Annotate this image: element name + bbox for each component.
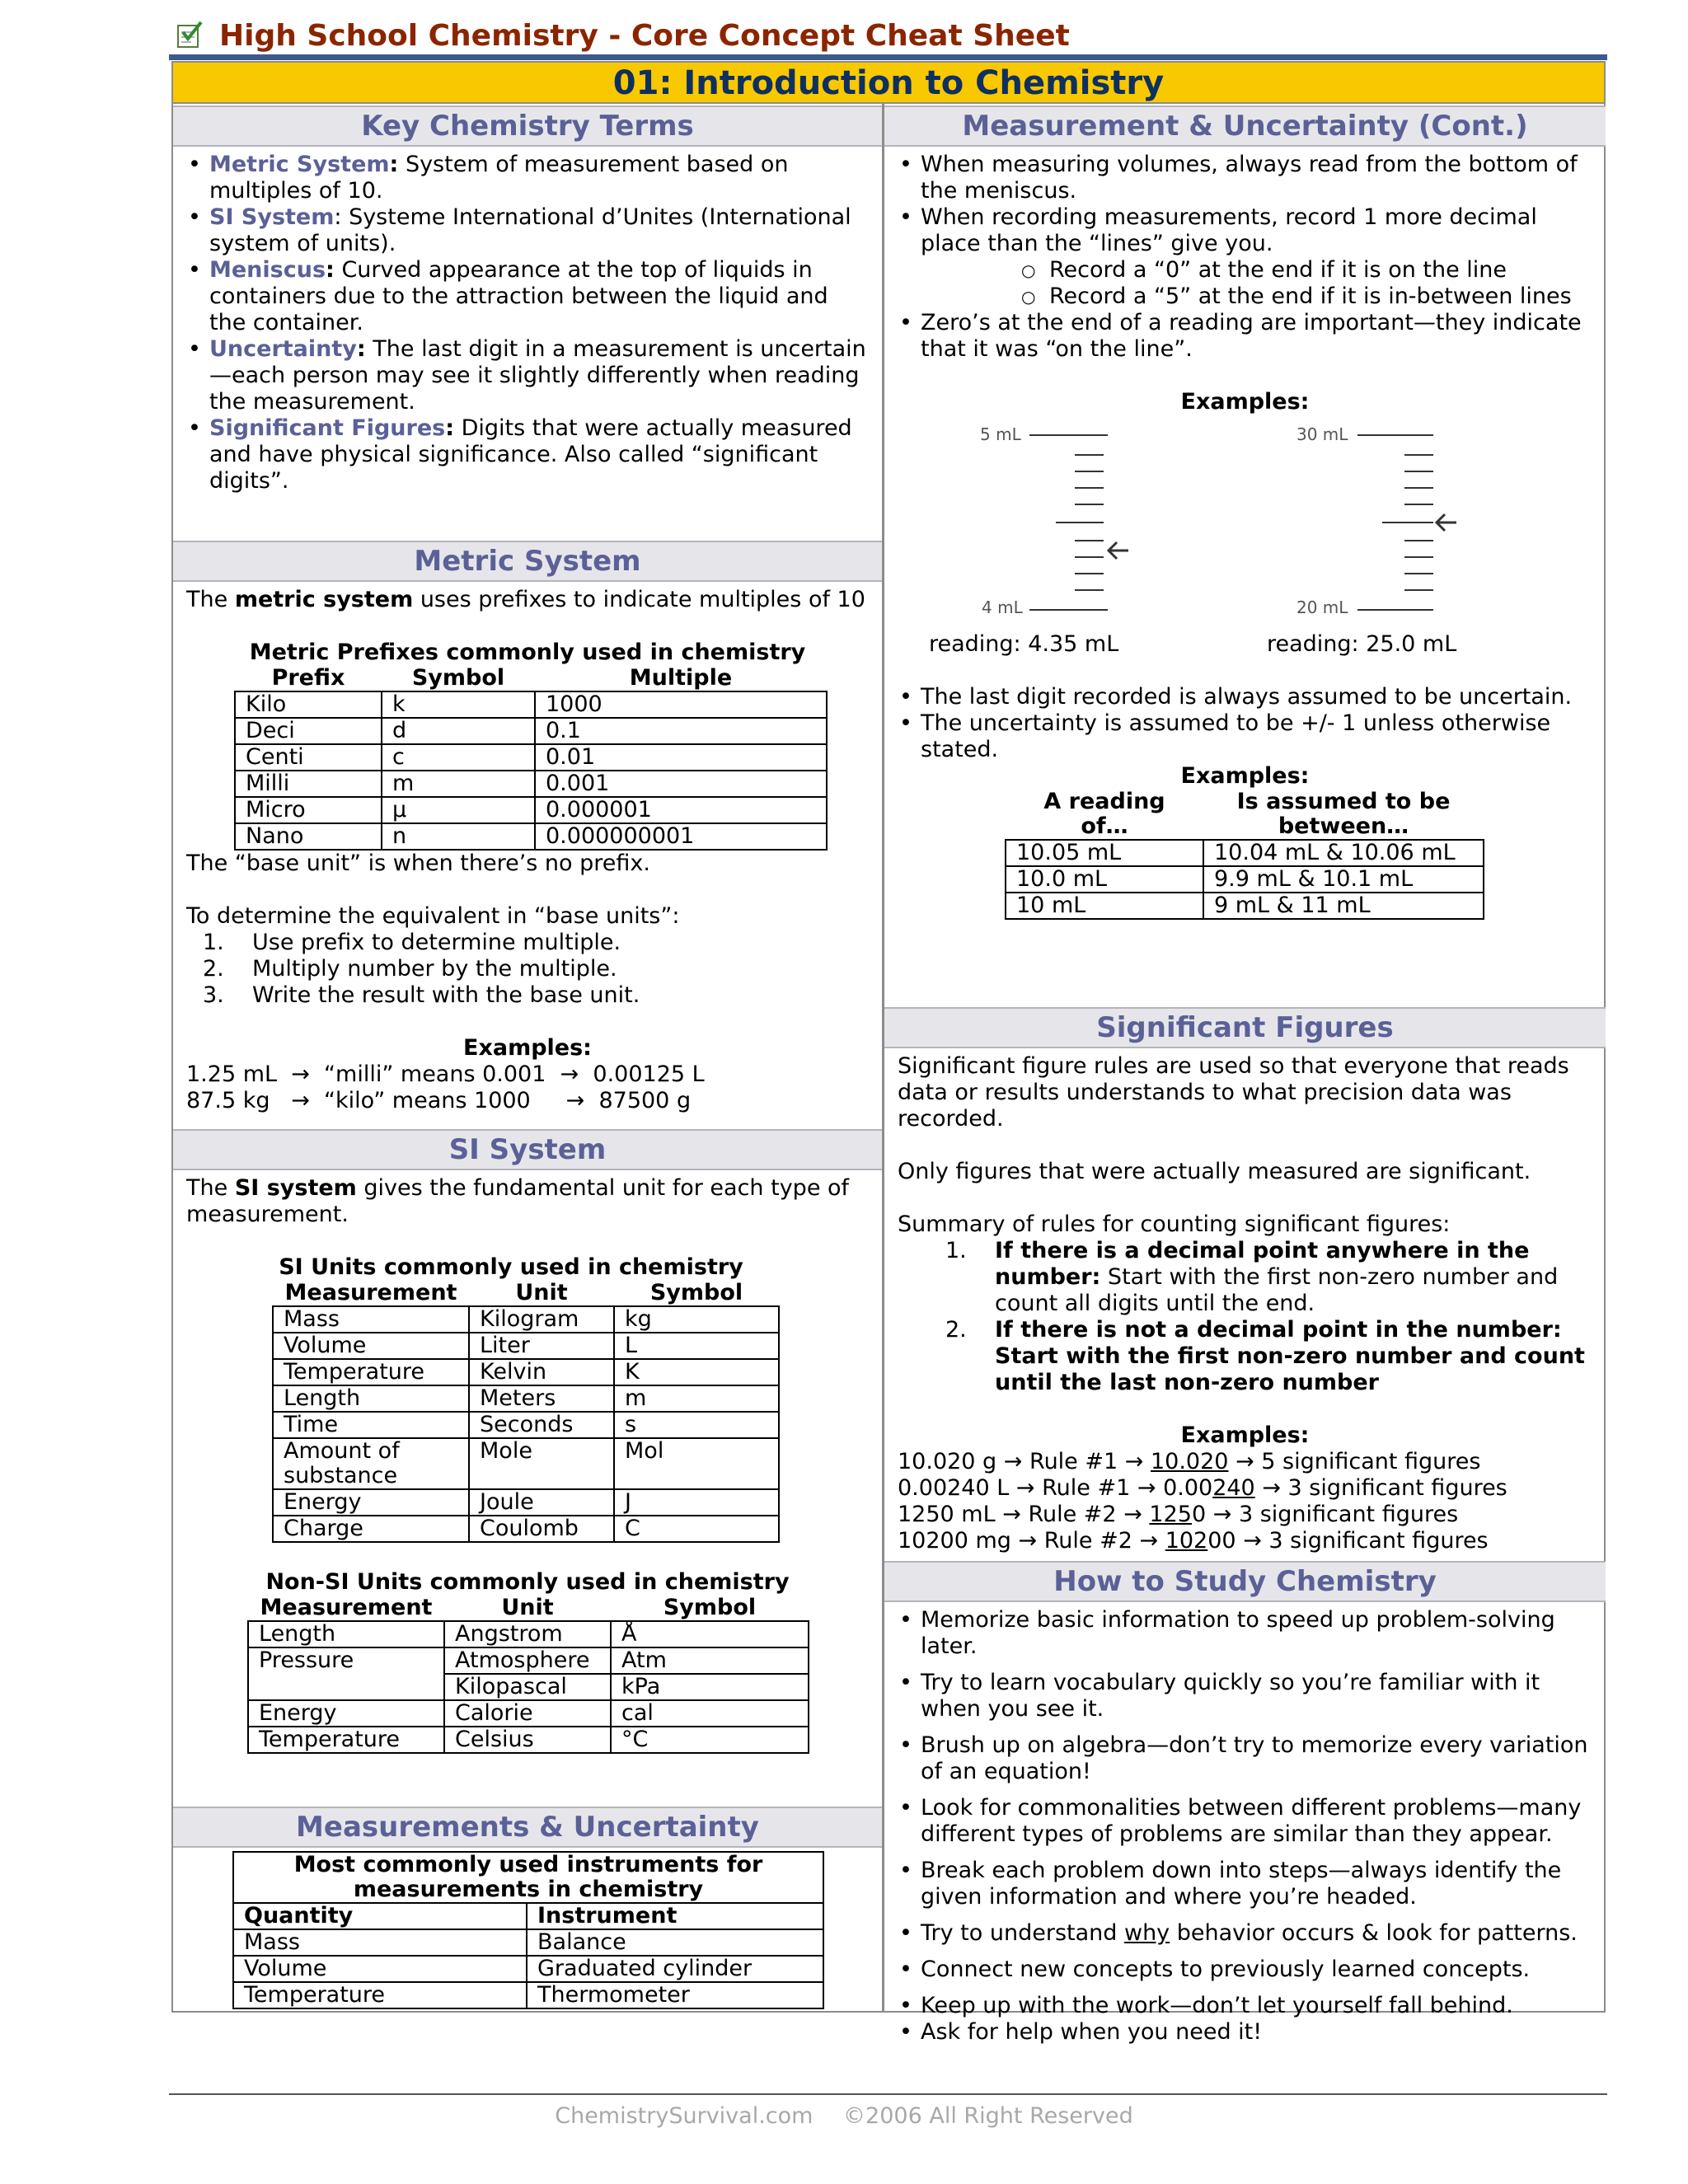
right-arrow-icon: → <box>1003 1449 1023 1474</box>
table-header: Is assumed to be between… <box>1236 789 1451 839</box>
title-rule <box>169 54 1607 60</box>
list-item: • Keep up with the work—don’t let yourself fall behind. <box>898 1993 1592 2019</box>
scale-top-label: 5 mL <box>980 424 1021 444</box>
doc-title <box>173 15 1070 56</box>
list-item: ○ Record a “0” at the end if it is on the line <box>1021 257 1592 284</box>
table-row: Volume Graduated cylinder <box>233 1956 823 1982</box>
steps-list <box>186 930 869 1009</box>
metric-examples-label: Examples: <box>463 1035 592 1061</box>
left-column <box>173 105 882 2014</box>
metric-example-row: 1.25 mL → “milli” means 0.001 → 0.00125 L <box>186 1062 705 1087</box>
footer-copyright: ©2006 All Right Reserved <box>843 2103 1133 2129</box>
metric-intro: The metric system uses prefixes to indicate multiples of 10 <box>186 587 865 612</box>
steps-intro: To determine the equivalent in “base units”: <box>186 903 680 929</box>
sigfig-example-row: 0.00240 L → Rule #1 → 0.00240 → 3 significant figures <box>898 1475 1507 1501</box>
list-item: • Try to understand why behavior occurs & look for patterns. <box>898 1920 1592 1947</box>
table-header: Symbol <box>663 1595 757 1620</box>
chapter-title: 01: Introduction to Chemistry <box>173 63 1604 104</box>
reading-label: reading: 25.0 mL <box>1267 631 1457 657</box>
right-arrow-icon: → <box>1212 1502 1232 1527</box>
si-intro: The SI system gives the fundamental unit for each type of measurement. <box>186 1175 850 1227</box>
sigfig-intro: Significant figure rules are used so that everyone that reads data or results understands to what precision data was recorded. <box>898 1053 1569 1132</box>
list-item: • When recording measurements, record 1 more decimal place than the “lines” give you. <box>898 204 1592 257</box>
uncertainty-examples-label: Examples: <box>1180 763 1310 789</box>
list-item: 2. If there is not a decimal point in the number: Start with the first non-zero number and count until the last non-zero number <box>945 1317 1585 1395</box>
right-arrow-icon: → <box>284 1062 317 1087</box>
key-terms-body <box>173 147 882 541</box>
table-row: Mass Kilogram kg <box>273 1306 779 1333</box>
right-arrow-icon: → <box>1002 1502 1021 1527</box>
right-arrow-icon: → <box>1137 1475 1156 1501</box>
table-row: Charge Coulomb C <box>273 1516 779 1542</box>
list-item: ○ Record a “5” at the end if it is in-between lines <box>1021 284 1592 310</box>
sigfig-example-row: 10200 mg → Rule #2 → 10200 → 3 significant figures <box>898 1528 1489 1554</box>
table-header: A reading of… <box>1043 789 1165 839</box>
si-table-title: SI Units commonly used in chemistry <box>279 1254 743 1280</box>
table-row: Length Angstrom Å <box>248 1621 809 1647</box>
list-item: 3. Write the result with the base unit. <box>203 982 640 1008</box>
metric-heading: Metric System <box>173 541 882 582</box>
key-terms-heading: Key Chemistry Terms <box>173 105 882 147</box>
right-arrow-icon: → <box>1015 1475 1035 1501</box>
graduated-cylinder-figures <box>898 415 1592 631</box>
table-row: 10.0 mL 9.9 mL & 10.1 mL <box>1006 866 1484 893</box>
list-item: • Meniscus: Curved appearance at the top of liquids in containers due to the attraction between the liquid and the container. <box>186 257 869 336</box>
table-row: Pressure Atmosphere Atm <box>248 1647 809 1674</box>
table-row: Energy Calorie cal <box>248 1700 809 1727</box>
list-item: • Brush up on algebra—don’t try to memorize every variation of an equation! <box>898 1732 1592 1785</box>
table-header: Measurement <box>284 1280 457 1305</box>
table-row: Nano n 0.000000001 <box>235 823 827 850</box>
list-item: • Break each problem down into steps—always identify the given information and where you’re headed. <box>898 1858 1592 1910</box>
list-item: • The last digit recorded is always assumed to be uncertain. <box>898 684 1592 710</box>
study-tips-list <box>898 1607 1592 2046</box>
list-item: • Connect new concepts to previously learned concepts. <box>898 1957 1592 1983</box>
right-arrow-icon: → <box>277 1088 317 1113</box>
scale-bottom-label: 20 mL <box>1296 598 1348 617</box>
table-header: Unit <box>501 1595 554 1620</box>
table-row: Kilo k 1000 <box>235 691 827 718</box>
non-si-units-table <box>247 1596 809 1754</box>
table-row: Volume Liter L <box>273 1333 779 1359</box>
instruments-table <box>232 1851 824 2009</box>
list-item: • Memorize basic information to speed up problem-solving later. <box>898 1607 1592 1660</box>
footer-rule <box>169 2093 1607 2095</box>
list-item: • Zero’s at the end of a reading are important—they indicate that it was “on the line”. <box>898 310 1592 363</box>
doc-title-text: High School Chemistry - Core Concept Cheat Sheet <box>219 18 1070 53</box>
list-item: • Look for commonalities between different problems—many different types of problems are similar than they appear. <box>898 1795 1592 1848</box>
list-item: • Try to learn vocabulary quickly so you’re familiar with it when you see it. <box>898 1670 1592 1722</box>
reading-label: reading: 4.35 mL <box>929 631 1119 657</box>
right-arrow-icon: → <box>1124 1449 1144 1474</box>
uncertainty-table <box>1005 790 1484 920</box>
left-arrow-icon <box>1109 542 1128 559</box>
list-item: • SI System: Systeme International d’Unites (International system of units). <box>186 204 869 257</box>
list-item: 1. If there is a decimal point anywhere in the number: Start with the first non-zero number and count all digits until the end. <box>945 1238 1559 1316</box>
table-row: 10 mL 9 mL & 11 mL <box>1006 893 1484 919</box>
measurement-cont-heading: Measurement & Uncertainty (Cont.) <box>884 105 1606 147</box>
sigfig-examples-label: Examples: <box>1180 1422 1310 1448</box>
table-row: 10.05 mL 10.04 mL & 10.06 mL <box>1006 840 1484 866</box>
sheet-frame <box>171 61 1606 2045</box>
table-row: Quantity Instrument <box>233 1903 823 1929</box>
right-arrow-icon: → <box>1243 1528 1262 1554</box>
figure-examples-label: Examples: <box>1180 389 1310 415</box>
table-row: Time Seconds s <box>273 1412 779 1438</box>
table-header: Multiple <box>629 665 733 691</box>
measurement-cont-body <box>884 147 1606 1007</box>
scale-bottom-label: 4 mL <box>982 598 1023 617</box>
metric-table-title: Metric Prefixes commonly used in chemistry <box>249 640 806 665</box>
table-header: Unit <box>515 1280 568 1305</box>
right-arrow-icon: → <box>1123 1502 1142 1527</box>
list-item: 2. Multiply number by the multiple. <box>203 956 617 982</box>
measurements-heading: Measurements & Uncertainty <box>173 1807 882 1848</box>
sigfig-body <box>884 1048 1606 1561</box>
cylinder-scale-20-30-figure <box>1285 415 1532 631</box>
uncertainty-bullets <box>898 684 1592 763</box>
key-terms-list <box>186 152 869 494</box>
sigfig-rules-intro: Summary of rules for counting significant figures: <box>898 1212 1451 1237</box>
non-si-table-title: Non-SI Units commonly used in chemistry <box>265 1569 790 1595</box>
right-arrow-icon: → <box>1262 1475 1281 1501</box>
study-heading: How to Study Chemistry <box>884 1561 1606 1602</box>
left-arrow-icon <box>1437 514 1456 531</box>
metric-example-row: 87.5 kg → “kilo” means 1000 → 87500 g <box>186 1088 692 1113</box>
sigfig-example-row: 1250 mL → Rule #2 → 1250 → 3 significant figures <box>898 1502 1459 1527</box>
sigfig-rules <box>898 1238 1592 1396</box>
checkmark-notepad-icon <box>173 19 206 52</box>
table-row: Temperature Kelvin K <box>273 1359 779 1385</box>
right-arrow-icon: → <box>537 1088 592 1113</box>
right-arrow-icon: → <box>553 1062 586 1087</box>
base-unit-note: The “base unit” is when there’s no prefix. <box>186 851 650 876</box>
list-item: • Uncertainty: The last digit in a measurement is uncertain—each person may see it slightly differently when reading the measurement. <box>186 336 869 415</box>
table-row: Most commonly used instruments for measurements in chemistry <box>233 1852 823 1903</box>
footer-site: ChemistrySurvival.com <box>555 2103 814 2129</box>
sigfig-example-row: 10.020 g → Rule #1 → 10.020 → 5 significant figures <box>898 1449 1481 1474</box>
right-column <box>884 105 1606 2060</box>
measurements-body <box>173 1848 882 2014</box>
list-item: • Metric System: System of measurement based on multiples of 10. <box>186 152 869 204</box>
list-item: 1. Use prefix to determine multiple. <box>203 930 621 955</box>
table-row: Mass Balance <box>233 1929 823 1956</box>
table-row: Length Meters m <box>273 1385 779 1412</box>
sigfig-heading: Significant Figures <box>884 1007 1606 1048</box>
metric-body <box>173 582 882 1129</box>
table-row: Milli m 0.001 <box>235 771 827 797</box>
table-row: Energy Joule J <box>273 1489 779 1516</box>
table-row: Kilopascal kPa <box>248 1674 809 1700</box>
table-row: Deci d 0.1 <box>235 718 827 744</box>
table-row: Amount of substance Mole Mol <box>273 1438 779 1489</box>
table-row: Micro µ 0.000001 <box>235 797 827 823</box>
sigfig-measured-note: Only figures that were actually measured are significant. <box>898 1159 1531 1184</box>
list-item: • Significant Figures: Digits that were actually measured and have physical significance. Also called “significant digits”. <box>186 415 869 494</box>
table-header: Symbol <box>411 665 505 691</box>
figure-readings <box>898 631 1592 658</box>
si-heading: SI System <box>173 1129 882 1170</box>
measurement-bullets <box>898 152 1592 257</box>
table-header: Prefix <box>271 665 345 691</box>
table-row: Temperature Thermometer <box>233 1982 823 2008</box>
right-arrow-icon: → <box>1236 1449 1254 1474</box>
table-row: Centi c 0.01 <box>235 744 827 771</box>
footer <box>0 2103 1688 2129</box>
scale-top-label: 30 mL <box>1296 424 1348 444</box>
list-item: • The uncertainty is assumed to be +/- 1 unless otherwise stated. <box>898 710 1592 763</box>
right-arrow-icon: → <box>1018 1528 1038 1554</box>
table-header: Symbol <box>649 1280 743 1305</box>
list-item: • When measuring volumes, always read from the bottom of the meniscus. <box>898 152 1592 204</box>
cylinder-scale-4-5-figure <box>964 415 1211 631</box>
right-arrow-icon: → <box>1139 1528 1159 1554</box>
study-body <box>884 1602 1606 2060</box>
metric-prefix-table <box>234 666 828 851</box>
measurement-sub-bullets <box>898 257 1592 310</box>
list-item: • Ask for help when you need it! <box>898 2019 1592 2046</box>
si-units-table <box>272 1281 780 1543</box>
table-row: Temperature Celsius °C <box>248 1727 809 1753</box>
si-body <box>173 1170 882 1807</box>
table-header: Measurement <box>260 1595 433 1620</box>
